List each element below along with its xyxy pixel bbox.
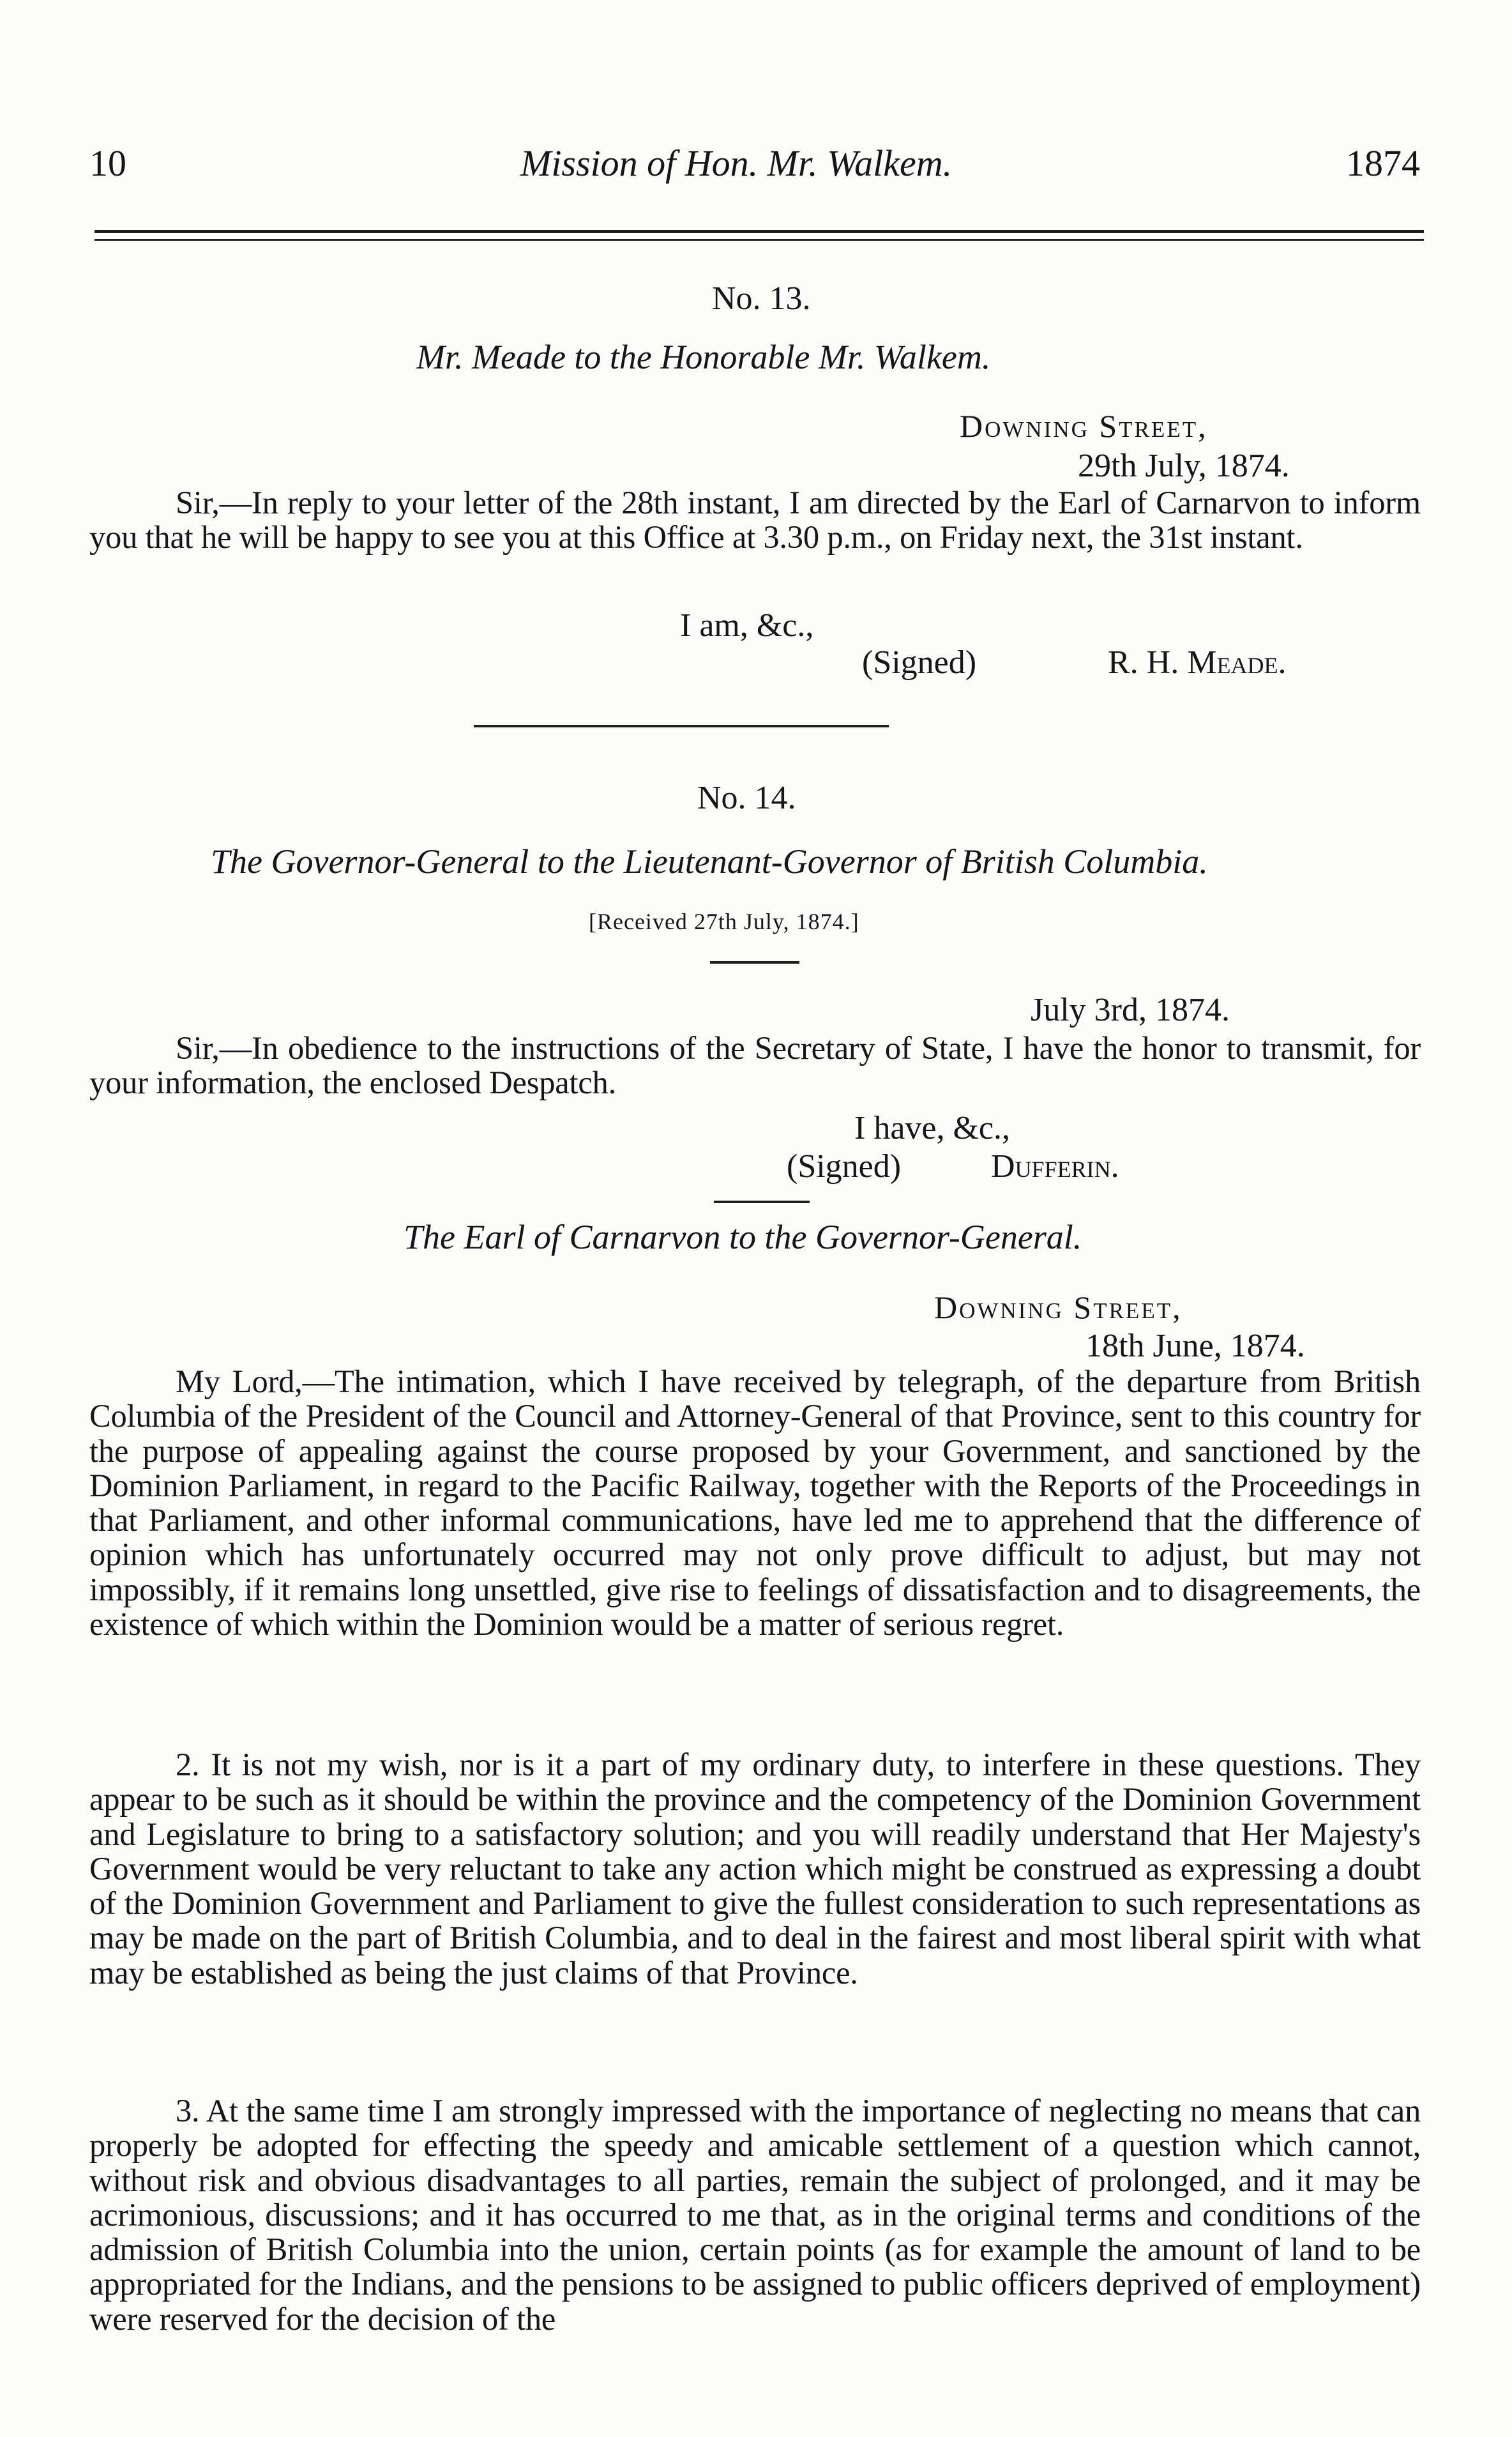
document-title: Mr. Meade to the Honorable Mr. Walkem. — [416, 338, 991, 376]
section-divider — [474, 725, 889, 727]
received-note: [Received 27th July, 1874.] — [589, 909, 859, 934]
header-year: 1874 — [1346, 142, 1420, 184]
header-rule-top — [94, 230, 1424, 233]
letter-date: July 3rd, 1874. — [1031, 992, 1230, 1028]
letter-closing: I have, &c., — [854, 1110, 1011, 1146]
document-number: No. 13. — [712, 280, 811, 317]
header-rule-bottom — [94, 239, 1424, 241]
enclosure-title: The Earl of Carnarvon to the Governor-General. — [404, 1218, 1082, 1256]
paragraph-3: 3. At the same time I am strongly impressed with the importance of neglecting no means that can properly be adopted for effecting the speedy and amicable settlement of a question which cannot, without risk and obvious disadvantages to all parties, remain the subject of prolonged, and it may be acrimonious, discussions; and it has occurred to me that, as in the original terms and conditions of the admission of British Columbia into the union, certain points (as for example the amount of land to be appropriated for the Indians, and the pensions to be assigned to public officers deprived of employment) were reserved for the decision of the — [89, 2093, 1421, 2337]
signed-label: (Signed) — [862, 644, 977, 681]
letter-body: Sir,—In reply to your letter of the 28th instant, I am directed by the Earl of Carnarvon to inform you that he will be happy to see you at this Office at 3.30 p.m., on Friday next, the 31st instant. — [89, 485, 1421, 556]
paragraph-2: 2. It is not my wish, nor is it a part of my ordinary duty, to interfere in these questions. They appear to be such as it should be within the province and the competency of the Dominion Government and Legislature to bring to a satisfactory solution; and you will readily understand that Her Majesty's Government would be very reluctant to take any action which might be construed as expressing a doubt of the Dominion Government and Parliament to give the fullest consideration to such representations as may be made on the part of British Columbia, and to deal in the fairest and most liberal spirit with what may be established as being the just claims of that Province. — [89, 1747, 1421, 1991]
short-divider — [710, 961, 799, 964]
letter-date: 29th July, 1874. — [1078, 448, 1290, 484]
signatory: Dufferin. — [991, 1148, 1119, 1185]
document-number: No. 14. — [697, 780, 796, 816]
letter-place: Downing Street, — [960, 408, 1208, 444]
letter-body: Sir,—In obedience to the instructions of the Secretary of State, I have the honor to transmit, for your information, the enclosed Despatch. — [89, 1030, 1421, 1101]
running-title: Mission of Hon. Mr. Walkem. — [520, 142, 953, 184]
letter-date: 18th June, 1874. — [1085, 1328, 1305, 1364]
letter-closing: I am, &c., — [680, 607, 814, 644]
letter-place: Downing Street, — [934, 1289, 1183, 1325]
page-number: 10 — [89, 142, 126, 184]
short-divider — [714, 1201, 810, 1203]
paragraph-1: My Lord,—The intimation, which I have received by telegraph, of the departure from British Columbia of the President of the Council and Attorney-General of that Province, sent to this country for the purpose of appealing against the course proposed by your Government, and sanctioned by the Dominion Parliament, in regard to the Pacific Railway, together with the Reports of the Proceedings in that Parliament, and other informal communications, have led me to apprehend that the difference of opinion which has unfortunately occurred may not only prove difficult to adjust, but may not impossibly, if it remains long unsettled, give rise to feelings of dissatisfaction and to disagreements, the existence of which within the Dominion would be a matter of serious regret. — [89, 1363, 1421, 1643]
document-title: The Governor-General to the Lieutenant-Governor of British Columbia. — [211, 842, 1208, 881]
signed-label: (Signed) — [787, 1148, 902, 1185]
signatory: R. H. Meade. — [1108, 644, 1287, 681]
